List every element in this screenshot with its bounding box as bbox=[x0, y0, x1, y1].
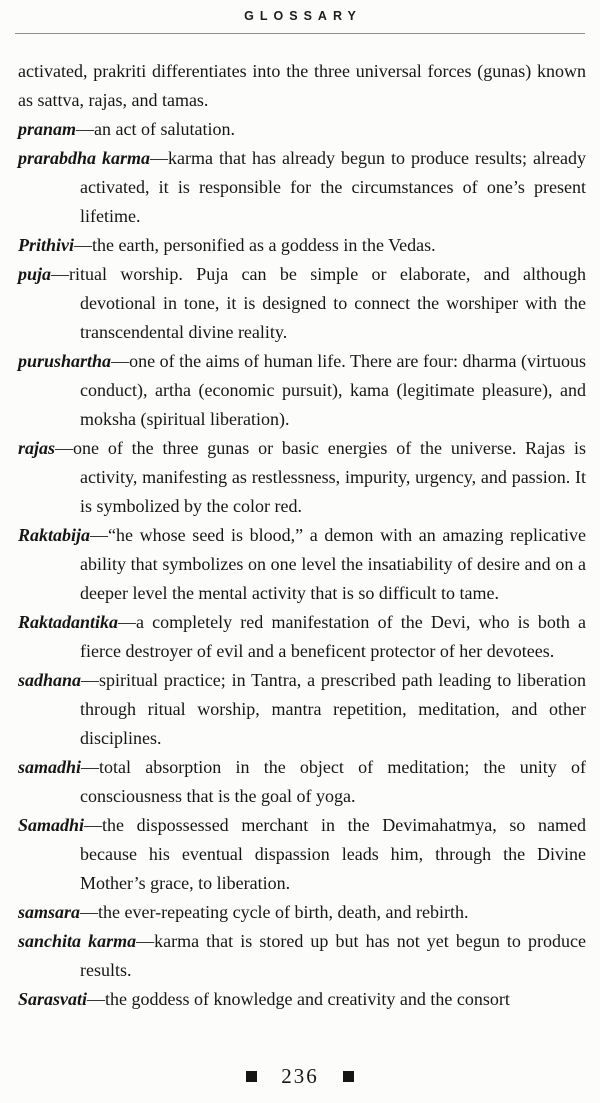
entry-term: sanchita karma bbox=[18, 931, 137, 951]
glossary-entry bbox=[18, 811, 586, 898]
page-header-title: GLOSSARY bbox=[244, 9, 362, 23]
header-rule bbox=[15, 33, 585, 34]
entry-term: prarabdha karma bbox=[18, 148, 151, 168]
entry-dash: — bbox=[90, 525, 109, 545]
entry-dash: — bbox=[136, 931, 155, 951]
glossary-entry bbox=[18, 521, 586, 608]
entry-dash: — bbox=[74, 235, 93, 255]
entry-term: Sarasvati bbox=[18, 989, 88, 1009]
entry-definition: the dispossessed merchant in the Devimahatmya, so named because his eventual dispassion leads him, through the Divine Mother’s grace, to liberation. bbox=[80, 815, 586, 893]
glossary-body bbox=[18, 57, 586, 1014]
entry-term: purushartha bbox=[18, 351, 112, 371]
entry-definition: ritual worship. Puja can be simple or elaborate, and although devotional in tone, it is designed to connect the worshiper with the transcendental divine reality. bbox=[69, 264, 586, 342]
entry-dash: — bbox=[81, 670, 100, 690]
entry-definition: a completely red manifestation of the Devi, who is both a fierce destroyer of evil and a beneficent protector of her devotees. bbox=[80, 612, 586, 661]
entry-term: samsara bbox=[18, 902, 81, 922]
glossary-entry bbox=[18, 898, 586, 927]
continuation-paragraph: activated, prakriti differentiates into the three universal forces (gunas) known as sattva, rajas, and tamas. bbox=[18, 61, 586, 110]
entry-definition: karma that has already begun to produce results; already activated, it is responsible for the circumstances of one’s present lifetime. bbox=[80, 148, 587, 226]
glossary-entry bbox=[18, 927, 586, 985]
square-marker-icon bbox=[343, 1071, 354, 1082]
glossary-entry bbox=[18, 260, 586, 347]
entry-term: Raktabija bbox=[18, 525, 91, 545]
glossary-entry bbox=[18, 347, 586, 434]
entry-term: pranam bbox=[18, 119, 77, 139]
glossary-entry bbox=[18, 985, 586, 1014]
entry-term: Samadhi bbox=[18, 815, 85, 835]
entry-term: sadhana bbox=[18, 670, 82, 690]
entry-dash: — bbox=[118, 612, 137, 632]
entry-dash: — bbox=[150, 148, 169, 168]
entry-term: puja bbox=[18, 264, 52, 284]
entry-definition: the earth, personified as a goddess in the Vedas. bbox=[92, 235, 436, 255]
page-footer bbox=[0, 1064, 600, 1089]
entry-dash: — bbox=[84, 815, 103, 835]
entry-definition: spiritual practice; in Tantra, a prescribed path leading to liberation through ritual worship, mantra repetition, meditation, and other disciplines. bbox=[80, 670, 586, 748]
entry-definition: one of the aims of human life. There are four: dharma (virtuous conduct), artha (economic pursuit), kama (legitimate pleasure), and moksha (spiritual liberation). bbox=[80, 351, 586, 429]
entry-term: rajas bbox=[18, 438, 56, 458]
entry-dash: — bbox=[81, 757, 100, 777]
entry-term: Prithivi bbox=[18, 235, 75, 255]
entry-definition: total absorption in the object of meditation; the unity of consciousness that is the goal of yoga. bbox=[80, 757, 586, 806]
page-number: 236 bbox=[281, 1064, 319, 1088]
glossary-entry bbox=[18, 666, 586, 753]
entry-dash: — bbox=[111, 351, 130, 371]
entry-dash: — bbox=[87, 989, 106, 1009]
square-marker-icon bbox=[246, 1071, 257, 1082]
entry-definition: the ever-repeating cycle of birth, death, and rebirth. bbox=[98, 902, 469, 922]
entry-term: samadhi bbox=[18, 757, 82, 777]
entry-term: Raktadantika bbox=[18, 612, 119, 632]
glossary-entry bbox=[18, 115, 586, 144]
glossary-entry bbox=[18, 434, 586, 521]
glossary-entry bbox=[18, 144, 586, 231]
entry-definition: “he whose seed is blood,” a demon with an amazing replicative ability that symbolizes on one level the insatiability of desire and on a deeper level the mental activity that is so difficult to tame. bbox=[80, 525, 586, 603]
entry-dash: — bbox=[51, 264, 70, 284]
entry-definition: karma that is stored up but has not yet begun to produce results. bbox=[80, 931, 586, 980]
entry-dash: — bbox=[80, 902, 99, 922]
glossary-entry bbox=[18, 231, 586, 260]
entry-definition: an act of salutation. bbox=[94, 119, 235, 139]
entry-definition: the goddess of knowledge and creativity and the consort bbox=[105, 989, 510, 1009]
glossary-entry bbox=[18, 753, 586, 811]
glossary-entries bbox=[18, 115, 586, 1014]
entry-dash: — bbox=[76, 119, 95, 139]
entry-dash: — bbox=[55, 438, 74, 458]
entry-definition: one of the three gunas or basic energies of the universe. Rajas is activity, manifesting as restlessness, impurity, urgency, and passion. It is symbolized by the color red. bbox=[73, 438, 586, 516]
glossary-entry bbox=[18, 608, 586, 666]
